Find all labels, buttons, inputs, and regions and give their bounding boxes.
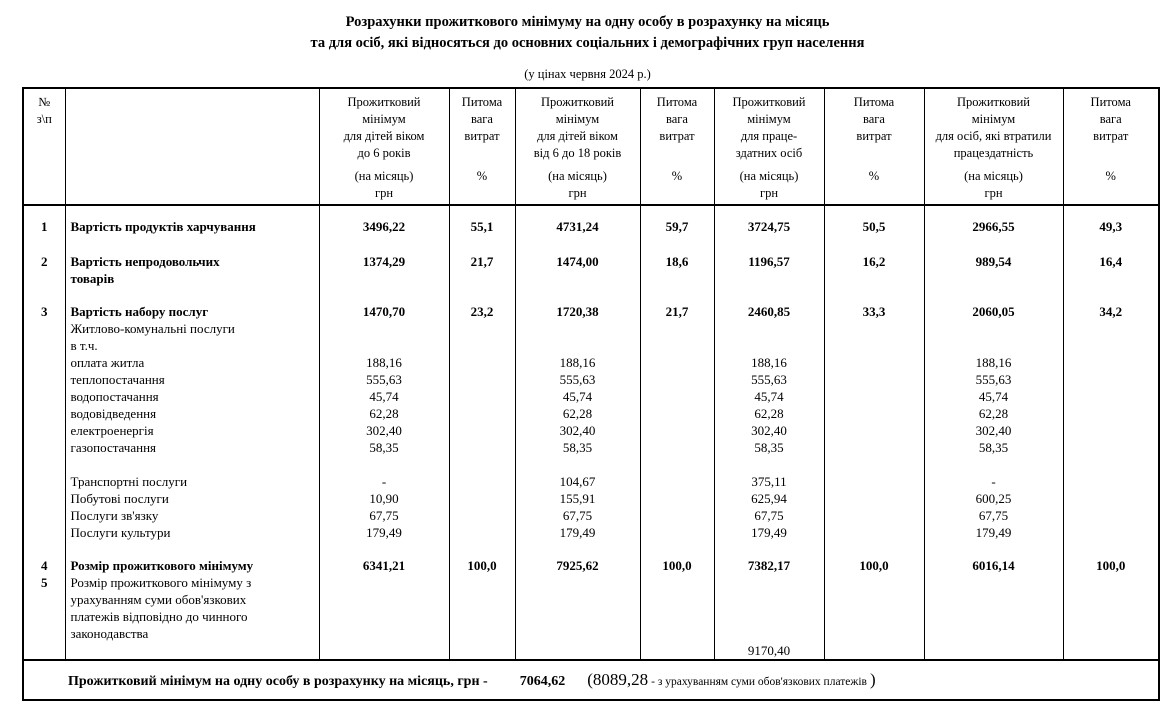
table-row xyxy=(23,337,1159,354)
value-cell: 7925,62 xyxy=(515,541,640,574)
table-row xyxy=(23,270,1159,287)
value-cell: 33,3 xyxy=(824,287,924,320)
value-cell: 10,90 xyxy=(319,490,449,507)
value-cell xyxy=(924,625,1063,642)
table-row xyxy=(23,456,1159,473)
value-cell: 3496,22 xyxy=(319,205,449,235)
row-number-cell xyxy=(23,422,65,439)
value-cell xyxy=(640,405,714,422)
table-row xyxy=(23,473,1159,490)
value-cell: - xyxy=(924,473,1063,490)
value-cell xyxy=(714,270,824,287)
title-line-1: Розрахунки прожиткового мінімуму на одну особу в розрахунку на місяць xyxy=(345,14,830,30)
value-cell: 188,16 xyxy=(319,354,449,371)
value-cell: 1196,57 xyxy=(714,235,824,270)
value-cell: 18,6 xyxy=(640,235,714,270)
value-cell xyxy=(824,473,924,490)
value-cell xyxy=(1063,354,1159,371)
value-cell xyxy=(924,456,1063,473)
value-cell: 188,16 xyxy=(924,354,1063,371)
value-cell: 155,91 xyxy=(515,490,640,507)
value-cell xyxy=(449,405,515,422)
value-cell: 179,49 xyxy=(515,524,640,541)
item-name-cell: Вартість непродовольчих xyxy=(65,235,319,270)
value-cell xyxy=(449,337,515,354)
value-cell xyxy=(924,591,1063,608)
value-cell: 67,75 xyxy=(714,507,824,524)
value-cell xyxy=(924,608,1063,625)
table-row xyxy=(23,422,1159,439)
value-cell xyxy=(1063,439,1159,456)
value-cell xyxy=(824,388,924,405)
value-cell xyxy=(515,320,640,337)
row-number-cell: 2 xyxy=(41,254,48,269)
value-cell xyxy=(1063,625,1159,642)
value-cell xyxy=(640,524,714,541)
value-cell: 100,0 xyxy=(824,541,924,574)
value-cell xyxy=(319,574,449,591)
row-number-cell xyxy=(23,608,65,625)
header-cell: Прожитковий мінімум для дітей віком до 6 років (на місяць) грн xyxy=(319,88,449,205)
value-cell xyxy=(515,337,640,354)
value-cell xyxy=(824,320,924,337)
value-cell xyxy=(714,320,824,337)
value-cell xyxy=(319,270,449,287)
row-number-cell xyxy=(23,354,65,371)
value-cell xyxy=(640,608,714,625)
header-row xyxy=(23,88,1159,205)
value-cell xyxy=(640,388,714,405)
value-cell xyxy=(1063,388,1159,405)
header-cell: Питома вага витрат % xyxy=(1063,88,1159,205)
value-cell xyxy=(319,320,449,337)
item-name-cell: водопостачання xyxy=(65,388,319,405)
item-name-cell: водовідведення xyxy=(65,405,319,422)
value-cell xyxy=(515,642,640,660)
value-cell: 62,28 xyxy=(515,405,640,422)
row-number-cell xyxy=(23,625,65,642)
subsistence-minimum-table xyxy=(22,87,1160,701)
table-row xyxy=(23,405,1159,422)
value-cell xyxy=(714,608,824,625)
value-cell: 989,54 xyxy=(924,235,1063,270)
value-cell xyxy=(1063,473,1159,490)
value-cell xyxy=(319,608,449,625)
value-cell xyxy=(714,456,824,473)
value-cell xyxy=(515,608,640,625)
value-cell: 45,74 xyxy=(924,388,1063,405)
value-cell: 100,0 xyxy=(640,541,714,574)
value-cell xyxy=(824,608,924,625)
value-cell: 58,35 xyxy=(714,439,824,456)
value-cell: 45,74 xyxy=(319,388,449,405)
row-number-cell xyxy=(23,337,65,354)
value-cell xyxy=(1063,591,1159,608)
value-cell xyxy=(319,591,449,608)
header-cell: Прожитковий мінімум для осіб, які втратили працездатність (на місяць) грн xyxy=(924,88,1063,205)
value-cell xyxy=(640,270,714,287)
item-name-cell: Побутові послуги xyxy=(65,490,319,507)
row-number-cell xyxy=(23,642,65,660)
value-cell: 375,11 xyxy=(714,473,824,490)
table-row xyxy=(23,235,1159,270)
value-cell xyxy=(640,422,714,439)
value-cell: 50,5 xyxy=(824,205,924,235)
row-number-cell: 1 xyxy=(41,219,48,234)
value-cell xyxy=(924,337,1063,354)
value-cell xyxy=(319,625,449,642)
item-name-cell: законодавства xyxy=(65,625,319,642)
value-cell: 6341,21 xyxy=(319,541,449,574)
value-cell xyxy=(1063,490,1159,507)
value-cell: 67,75 xyxy=(924,507,1063,524)
value-cell xyxy=(1063,422,1159,439)
value-cell xyxy=(515,574,640,591)
footer-row xyxy=(24,670,1158,690)
row-number-cell xyxy=(23,456,65,473)
value-cell xyxy=(824,422,924,439)
value-cell xyxy=(449,524,515,541)
footer-label: Прожитковий мінімум на одну особу в розрахунку на місяць, грн - xyxy=(68,674,488,689)
value-cell: 2060,05 xyxy=(924,287,1063,320)
item-name-cell: товарів xyxy=(65,270,319,287)
row-number-cell xyxy=(23,591,65,608)
value-cell: 58,35 xyxy=(515,439,640,456)
value-cell xyxy=(824,642,924,660)
row-number-cell xyxy=(23,320,65,337)
value-cell xyxy=(1063,405,1159,422)
table-row xyxy=(23,205,1159,235)
value-cell xyxy=(640,320,714,337)
value-cell: 59,7 xyxy=(640,205,714,235)
table-row xyxy=(23,507,1159,524)
title-line-2: та для осіб, які відносяться до основних соціальних і демографічних груп населення xyxy=(310,35,865,51)
value-cell: 16,2 xyxy=(824,235,924,270)
value-cell: - xyxy=(319,473,449,490)
value-cell xyxy=(1063,507,1159,524)
item-name-cell xyxy=(65,456,319,473)
value-cell xyxy=(824,456,924,473)
value-cell xyxy=(449,422,515,439)
item-name-cell: платежів відповідно до чинного xyxy=(65,608,319,625)
item-name-cell: урахуванням суми обов'язкових xyxy=(65,591,319,608)
row-number-cell xyxy=(23,439,65,456)
item-name-cell: електроенергія xyxy=(65,422,319,439)
value-cell: 45,74 xyxy=(714,388,824,405)
value-cell: 23,2 xyxy=(449,287,515,320)
value-cell xyxy=(714,337,824,354)
value-cell: 16,4 xyxy=(1063,235,1159,270)
value-cell xyxy=(515,591,640,608)
value-cell: 302,40 xyxy=(319,422,449,439)
value-cell: 67,75 xyxy=(319,507,449,524)
value-cell: 555,63 xyxy=(515,371,640,388)
value-cell xyxy=(449,270,515,287)
table-row xyxy=(23,642,1159,660)
value-cell: 104,67 xyxy=(515,473,640,490)
header-cell: Прожитковий мінімум для праце- здатних осіб (на місяць) грн xyxy=(714,88,824,205)
value-cell: 3724,75 xyxy=(714,205,824,235)
value-cell xyxy=(449,388,515,405)
value-cell xyxy=(824,337,924,354)
value-cell xyxy=(1063,270,1159,287)
value-cell: 6016,14 xyxy=(924,541,1063,574)
table-row xyxy=(23,524,1159,541)
value-cell xyxy=(449,320,515,337)
value-cell xyxy=(515,456,640,473)
value-cell xyxy=(824,507,924,524)
header-cell: Питома вага витрат % xyxy=(640,88,714,205)
value-cell: 21,7 xyxy=(640,287,714,320)
table-row xyxy=(23,608,1159,625)
header-cell: Прожитковий мінімум для дітей віком від 6 до 18 років (на місяць) грн xyxy=(515,88,640,205)
value-cell xyxy=(449,642,515,660)
row-number-cell: 5 xyxy=(41,575,48,590)
value-cell xyxy=(1063,320,1159,337)
value-cell: 2966,55 xyxy=(924,205,1063,235)
value-cell xyxy=(924,642,1063,660)
table-row xyxy=(23,354,1159,371)
value-cell: 625,94 xyxy=(714,490,824,507)
value-cell xyxy=(449,591,515,608)
value-cell: 179,49 xyxy=(714,524,824,541)
row-number-cell xyxy=(23,388,65,405)
value-cell xyxy=(824,591,924,608)
value-cell: 600,25 xyxy=(924,490,1063,507)
table-row xyxy=(23,371,1159,388)
table-row xyxy=(23,541,1159,574)
value-cell xyxy=(1063,574,1159,591)
value-cell xyxy=(924,320,1063,337)
footer-total-value: 7064,62 xyxy=(519,674,566,689)
item-name-cell: Послуги зв'язку xyxy=(65,507,319,524)
row-number-cell xyxy=(23,524,65,541)
value-cell xyxy=(1063,337,1159,354)
value-cell: 55,1 xyxy=(449,205,515,235)
item-name-cell: Розмір прожиткового мінімуму xyxy=(65,541,319,574)
table-row xyxy=(23,490,1159,507)
value-cell xyxy=(449,456,515,473)
item-name-cell: Житлово-комунальні послуги xyxy=(65,320,319,337)
value-cell xyxy=(824,405,924,422)
value-cell xyxy=(640,591,714,608)
value-cell xyxy=(640,625,714,642)
value-cell: 555,63 xyxy=(319,371,449,388)
value-cell: 179,49 xyxy=(924,524,1063,541)
value-cell xyxy=(449,490,515,507)
header-cell xyxy=(65,88,319,205)
value-cell: 1470,70 xyxy=(319,287,449,320)
value-cell xyxy=(640,473,714,490)
value-cell xyxy=(449,608,515,625)
value-cell xyxy=(824,371,924,388)
value-cell xyxy=(824,574,924,591)
value-cell: 67,75 xyxy=(515,507,640,524)
footer-paren-close: ) xyxy=(869,670,876,689)
row-number-cell xyxy=(23,371,65,388)
value-cell: 302,40 xyxy=(515,422,640,439)
value-cell xyxy=(824,439,924,456)
table-row xyxy=(23,320,1159,337)
value-cell xyxy=(449,439,515,456)
value-cell: 302,40 xyxy=(714,422,824,439)
value-cell: 188,16 xyxy=(714,354,824,371)
item-name-cell: теплопостачання xyxy=(65,371,319,388)
value-cell: 4731,24 xyxy=(515,205,640,235)
table-body xyxy=(23,205,1159,660)
value-cell: 62,28 xyxy=(319,405,449,422)
value-cell xyxy=(640,337,714,354)
item-name-cell: газопостачання xyxy=(65,439,319,456)
footer-alt-value xyxy=(587,670,875,690)
value-cell: 49,3 xyxy=(1063,205,1159,235)
value-cell xyxy=(1063,371,1159,388)
value-cell: 34,2 xyxy=(1063,287,1159,320)
price-date-subtitle: (у цінах червня 2024 р.) xyxy=(524,67,651,81)
row-number-cell: 3 xyxy=(41,304,48,319)
item-name-cell: в т.ч. xyxy=(65,337,319,354)
value-cell: 45,74 xyxy=(515,388,640,405)
value-cell xyxy=(824,354,924,371)
value-cell xyxy=(924,574,1063,591)
item-name-cell: Розмір прожиткового мінімуму з xyxy=(65,574,319,591)
value-cell: 302,40 xyxy=(924,422,1063,439)
value-cell xyxy=(449,371,515,388)
table-header xyxy=(23,88,1159,205)
value-cell xyxy=(1063,642,1159,660)
row-number-cell: 4 xyxy=(41,558,48,573)
value-cell xyxy=(1063,608,1159,625)
table-row xyxy=(23,439,1159,456)
value-cell xyxy=(640,456,714,473)
table-row xyxy=(23,388,1159,405)
table-row xyxy=(23,591,1159,608)
header-cell: Питома вага витрат % xyxy=(449,88,515,205)
header-cell: № з\п xyxy=(23,88,65,205)
item-name-cell: Транспортні послуги xyxy=(65,473,319,490)
value-cell xyxy=(714,574,824,591)
value-cell: 58,35 xyxy=(319,439,449,456)
row-number-cell xyxy=(23,507,65,524)
value-cell: 1720,38 xyxy=(515,287,640,320)
item-name-cell xyxy=(65,642,319,660)
value-cell xyxy=(824,625,924,642)
row-number-cell xyxy=(23,490,65,507)
table-row xyxy=(23,625,1159,642)
value-cell xyxy=(714,591,824,608)
value-cell xyxy=(714,625,824,642)
value-cell xyxy=(319,337,449,354)
value-cell xyxy=(640,507,714,524)
header-cell: Питома вага витрат % xyxy=(824,88,924,205)
value-cell xyxy=(824,524,924,541)
value-cell xyxy=(449,574,515,591)
row-number-cell xyxy=(23,270,65,287)
value-cell xyxy=(449,625,515,642)
page-title xyxy=(0,0,1175,54)
value-cell xyxy=(640,642,714,660)
value-cell: 7382,17 xyxy=(714,541,824,574)
row-number-cell xyxy=(23,473,65,490)
value-cell: 100,0 xyxy=(449,541,515,574)
value-cell: 58,35 xyxy=(924,439,1063,456)
value-cell: 555,63 xyxy=(714,371,824,388)
value-cell xyxy=(640,490,714,507)
value-cell xyxy=(515,625,640,642)
value-cell xyxy=(319,642,449,660)
table-footer xyxy=(23,660,1159,700)
item-name-cell: Послуги культури xyxy=(65,524,319,541)
value-cell xyxy=(824,270,924,287)
value-cell: 62,28 xyxy=(924,405,1063,422)
value-cell: 555,63 xyxy=(924,371,1063,388)
value-cell: 62,28 xyxy=(714,405,824,422)
value-cell: 21,7 xyxy=(449,235,515,270)
value-cell xyxy=(449,473,515,490)
table-row xyxy=(23,287,1159,320)
value-cell: 100,0 xyxy=(1063,541,1159,574)
value-cell xyxy=(640,354,714,371)
value-cell xyxy=(449,354,515,371)
value-cell: 188,16 xyxy=(515,354,640,371)
value-cell xyxy=(824,490,924,507)
value-cell xyxy=(515,270,640,287)
value-cell xyxy=(449,507,515,524)
value-cell xyxy=(640,439,714,456)
value-cell xyxy=(640,371,714,388)
value-cell xyxy=(1063,524,1159,541)
item-name-cell: Вартість продуктів харчування xyxy=(65,205,319,235)
value-cell xyxy=(640,574,714,591)
value-cell: 1474,00 xyxy=(515,235,640,270)
value-cell xyxy=(1063,456,1159,473)
item-name-cell: оплата житла xyxy=(65,354,319,371)
row-number-cell xyxy=(23,405,65,422)
value-cell xyxy=(924,270,1063,287)
value-cell: 1374,29 xyxy=(319,235,449,270)
value-cell: 9170,40 xyxy=(714,642,824,660)
value-cell: 2460,85 xyxy=(714,287,824,320)
item-name-cell: Вартість набору послуг xyxy=(65,287,319,320)
value-cell xyxy=(319,456,449,473)
footer-paren-open: (8089,28 xyxy=(587,670,649,689)
footer-note: - з урахуванням суми обов'язкових платежів xyxy=(651,676,867,688)
table-row xyxy=(23,574,1159,591)
value-cell: 179,49 xyxy=(319,524,449,541)
